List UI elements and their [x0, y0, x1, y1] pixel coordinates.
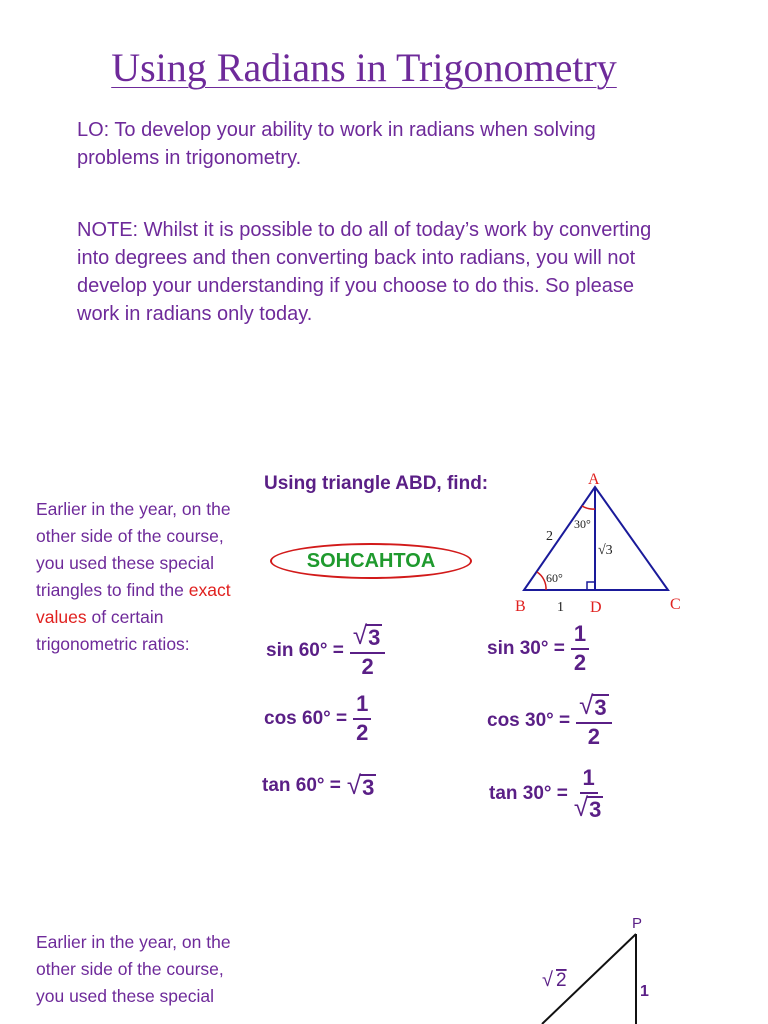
side-text-1: [36, 496, 246, 658]
sin-30-equation: [487, 622, 589, 676]
angle-b-label: 60°: [546, 571, 563, 585]
tan-30-fraction: 1 √ 3: [573, 765, 602, 822]
side-ad-label: √3: [598, 543, 613, 558]
cos-30-numerator: 3: [594, 695, 607, 720]
vertex-a-label: A: [588, 471, 600, 488]
cos-60-denominator: 2: [356, 720, 369, 745]
cos-30-denominator: 2: [587, 724, 601, 749]
tan-30-numerator: 1: [580, 766, 598, 794]
angle-a-label: 30°: [574, 517, 591, 531]
sin-60-numerator: 3: [368, 625, 381, 650]
side-bd-label: 1: [557, 600, 564, 615]
side-text-1-after: of certain trigonometric ratios:: [36, 607, 190, 654]
sin-60-fraction: √ 3 2: [350, 622, 386, 680]
vertex-c-label: C: [670, 596, 681, 613]
tan-60-value: 3: [362, 775, 375, 800]
sin-30-label: sin 30° =: [487, 638, 565, 659]
learning-objective: LO: To develop your ability to work in radians when solving problems in trigonometry.: [77, 119, 596, 169]
triangle-heading: Using triangle ABD, find:: [264, 473, 489, 494]
tan-30-denominator: 3: [589, 797, 602, 822]
sin-60-equation: [266, 622, 385, 680]
tan-60-equation: [262, 772, 376, 800]
side-text-1-before: Earlier in the year, on the other side of the course, you used these special triangles to find the: [36, 499, 231, 600]
side-text-2: [36, 929, 246, 1010]
triangle-p-diagram: [520, 906, 700, 1024]
sin-30-fraction: [571, 622, 589, 676]
vertical-side-label: 1: [640, 983, 649, 1000]
sin-60-denominator: 2: [361, 654, 374, 679]
side-ab-label: 2: [546, 529, 553, 544]
sin-30-numerator: 1: [571, 622, 589, 650]
cos-60-equation: [264, 692, 371, 746]
tan-60-label: tan 60° =: [262, 775, 341, 796]
side-text-2-before: Earlier in the year, on the other side of the course, you used these special: [36, 932, 231, 1006]
sohcahtoa-badge: SOHCAHTOA: [270, 543, 472, 579]
cos-60-numerator: 1: [353, 692, 371, 720]
note-paragraph: NOTE: Whilst it is possible to do all of today’s work by converting into degrees and then converting back into radians, you will not develop your understanding if you choose to do this. So please work in radians only today.: [77, 219, 652, 325]
sin-30-denominator: 2: [573, 650, 587, 675]
cos-30-label: cos 30° =: [487, 710, 571, 731]
sin-60-label: sin 60° =: [266, 640, 344, 661]
cos-60-label: cos 60° =: [264, 708, 348, 729]
tan-60-value-root: √ 3: [346, 770, 375, 800]
cos-60-fraction: [353, 692, 371, 746]
angle-a-arc: [582, 506, 595, 509]
vertex-b-label: B: [515, 598, 526, 615]
hyp-side-label: 2: [556, 970, 567, 991]
tan-30-label: tan 30° =: [489, 783, 568, 804]
exact-values-highlight: exact values: [36, 580, 231, 627]
hyp-root-sign: √: [542, 969, 553, 991]
right-angle-marker: [587, 582, 595, 590]
cos-30-fraction: √ 3 2: [576, 692, 612, 750]
angle-b-arc: [537, 572, 546, 590]
cos-30-equation: [487, 692, 612, 750]
triangle-abc-diagram: [500, 462, 700, 622]
page-title: Using Radians in Trigonometry: [111, 45, 617, 90]
vertex-d-label: D: [590, 599, 602, 616]
vertex-p-label: P: [632, 915, 643, 932]
tan-30-equation: [489, 766, 603, 822]
